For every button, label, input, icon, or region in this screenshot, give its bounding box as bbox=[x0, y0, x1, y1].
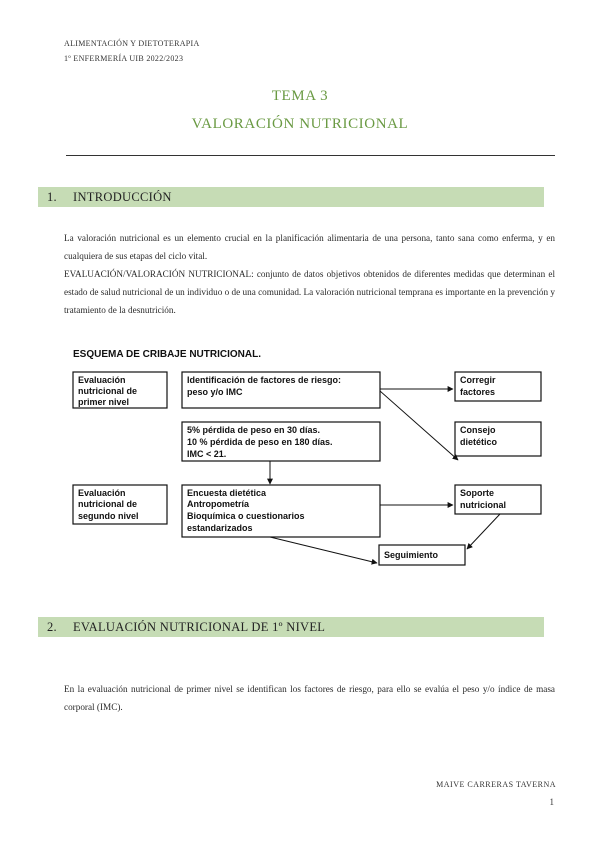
paragraph: En la evaluación nutricional de primer nivel se identifican los factores de riesgo, para ello se evalúa el peso y/o índice de masa corporal (IMC). bbox=[64, 684, 555, 712]
label-corregir: Corregir factores bbox=[460, 375, 496, 397]
section-title: EVALUACIÓN NUTRICIONAL DE 1º NIVEL bbox=[73, 620, 326, 634]
label-primer-nivel: Evaluación nutricional de primer nivel bbox=[78, 375, 138, 407]
arrow-encuesta-seguimiento bbox=[270, 537, 377, 563]
label-factores-riesgo: Identificación de factores de riesgo: peso y/o IMC bbox=[187, 375, 342, 397]
arrow-to-consejo bbox=[380, 391, 458, 460]
intro-text bbox=[64, 229, 555, 319]
nivel-1-text bbox=[64, 680, 555, 716]
section-title: INTRODUCCIÓN bbox=[73, 190, 172, 204]
title-divider bbox=[66, 155, 555, 156]
paragraph: EVALUACIÓN/VALORACIÓN NUTRICIONAL: conjunto de datos objetivos obtenidos de diferentes medidas que determinan el estado de salud nutricional de un individuo o de una comunidad. La valoración nutricional temprana es importante en la prevención y tratamiento de la desnutrición. bbox=[64, 269, 555, 315]
topic-title: TEMA 3 bbox=[271, 88, 329, 104]
screening-diagram bbox=[70, 345, 545, 580]
label-segundo-nivel: Evaluación nutricional de segundo nivel bbox=[78, 488, 139, 521]
label-soporte: Soporte nutricional bbox=[460, 488, 507, 510]
section-number: 2. bbox=[47, 620, 57, 634]
label-consejo: Consejo dietético bbox=[460, 425, 498, 447]
author-footer: MAIVE CARRERAS TAVERNA bbox=[436, 780, 556, 789]
label-criterios: 5% pérdida de peso en 30 días. 10 % pérdida de peso en 180 días. IMC < 21. bbox=[187, 425, 333, 459]
section-heading-evaluacion-1-nivel bbox=[38, 617, 544, 637]
label-encuesta: Encuesta dietética Antropometría Bioquímica o cuestionarios estandarizados bbox=[187, 488, 305, 533]
label-seguimiento: Seguimiento bbox=[384, 550, 439, 560]
paragraph: La valoración nutricional es un elemento crucial en la planificación alimentaria de una persona, tanto sana como enferma, y en cualquiera de sus etapas del ciclo vital. bbox=[64, 233, 555, 261]
section-number: 1. bbox=[47, 190, 57, 204]
program-header: 1º ENFERMERÍA UIB 2022/2023 bbox=[64, 54, 184, 63]
page-title: VALORACIÓN NUTRICIONAL bbox=[191, 116, 409, 132]
section-heading-introduccion bbox=[38, 187, 544, 207]
page-number: 1 bbox=[549, 797, 554, 807]
diagram-heading: ESQUEMA DE CRIBAJE NUTRICIONAL. bbox=[73, 349, 261, 360]
arrow-soporte-seguimiento bbox=[467, 514, 500, 549]
course-header: ALIMENTACIÓN Y DIETOTERAPIA bbox=[64, 39, 200, 48]
